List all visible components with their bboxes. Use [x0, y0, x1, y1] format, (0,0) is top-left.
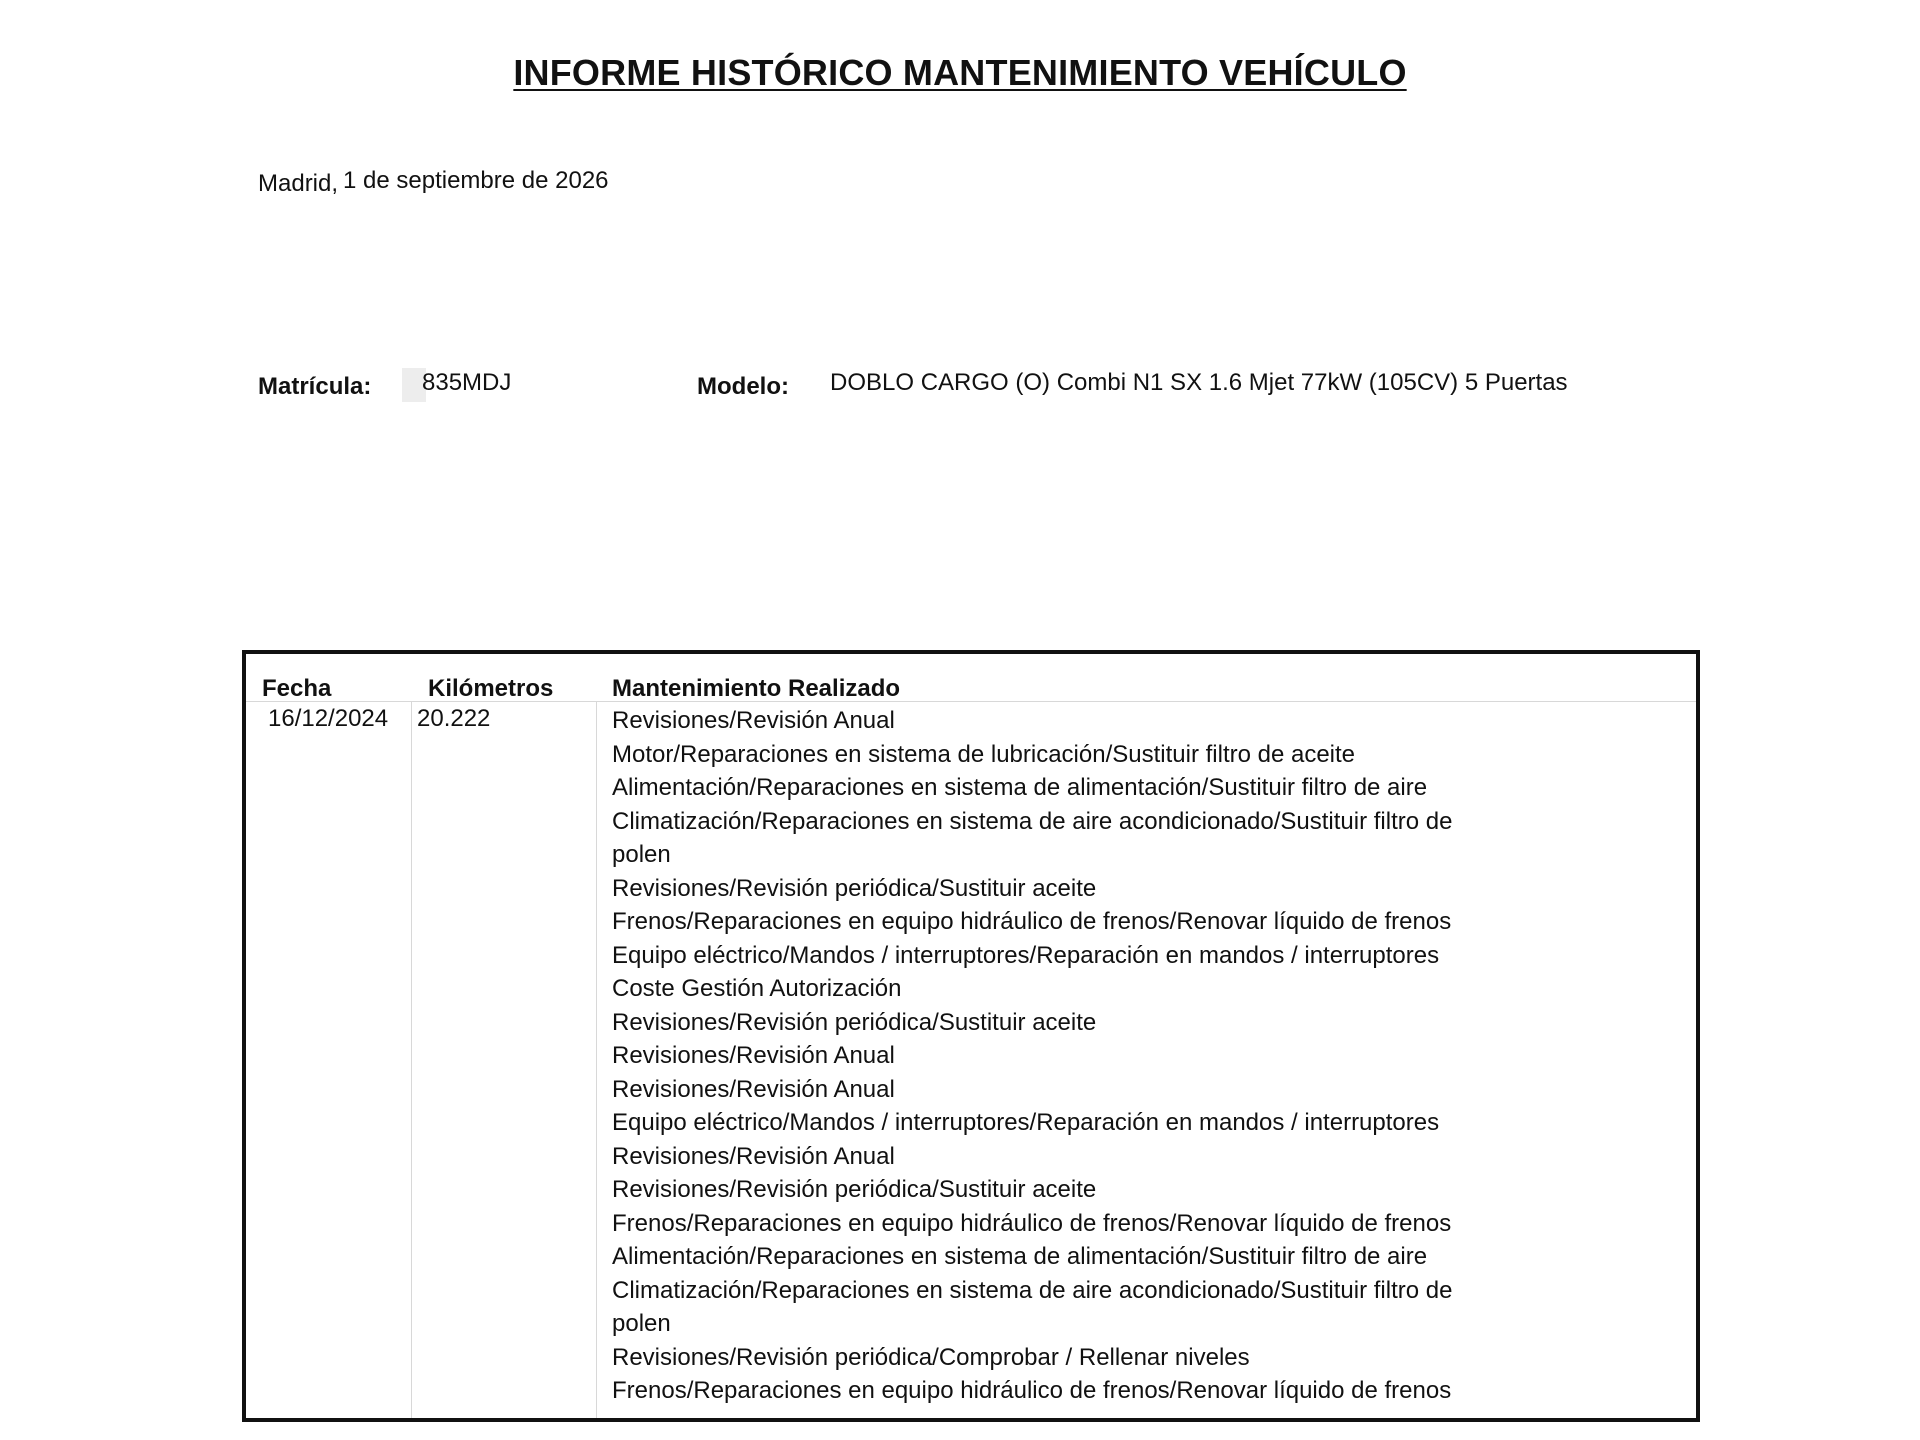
report-title: INFORME HISTÓRICO MANTENIMIENTO VEHÍCULO [513, 52, 1407, 93]
column-divider-km [411, 701, 412, 1418]
header-maintenance: Mantenimiento Realizado [612, 675, 901, 702]
maintenance-item: Frenos/Reparaciones en equipo hidráulico de frenos/Renovar líquido de frenos [612, 908, 1452, 935]
maintenance-item: Equipo eléctrico/Mandos / interruptores/Reparación en mandos / interruptores [612, 1109, 1440, 1136]
plate-label: Matrícula: [258, 373, 372, 400]
maintenance-item: Alimentación/Reparaciones en sistema de alimentación/Sustituir filtro de aire [612, 1243, 1428, 1270]
maintenance-item: Frenos/Reparaciones en equipo hidráulico de frenos/Renovar líquido de frenos [612, 1209, 1452, 1237]
report-date: 1 de septiembre de 2026 [343, 167, 609, 194]
maintenance-item: Revisiones/Revisión periódica/Sustituir aceite [612, 1008, 1097, 1036]
maintenance-item: Motor/Reparaciones en sistema de lubricación/Sustituir filtro de aceite [612, 740, 1356, 768]
maintenance-item: Frenos/Reparaciones en equipo hidráulico de frenos/Renovar líquido de frenos [612, 1377, 1452, 1404]
maintenance-item: Climatización/Reparaciones en sistema de aire acondicionado/Sustituir filtro de [612, 807, 1453, 835]
maintenance-list [612, 704, 1512, 1408]
header-km: Kilómetros [428, 675, 554, 702]
maintenance-table [242, 650, 1700, 1422]
maintenance-item: Equipo eléctrico/Mandos / interruptores/Reparación en mandos / interruptores [612, 941, 1440, 969]
maintenance-item: Climatización/Reparaciones en sistema de aire acondicionado/Sustituir filtro de [612, 1276, 1453, 1304]
row-date: 16/12/2024 [268, 705, 389, 732]
maintenance-item: Revisiones/Revisión periódica/Sustituir aceite [612, 874, 1097, 902]
maintenance-item: Revisiones/Revisión Anual [612, 707, 895, 734]
maintenance-item: Revisiones/Revisión Anual [612, 1142, 895, 1170]
maintenance-item: Alimentación/Reparaciones en sistema de alimentación/Sustituir filtro de aire [612, 774, 1428, 801]
maintenance-item: Revisiones/Revisión Anual [612, 1075, 895, 1103]
maintenance-item: polen [612, 841, 671, 868]
maintenance-item: Revisiones/Revisión periódica/Sustituir aceite [612, 1176, 1097, 1203]
maintenance-item: polen [612, 1310, 671, 1337]
maintenance-item: Coste Gestión Autorización [612, 975, 902, 1002]
model-value: DOBLO CARGO (O) Combi N1 SX 1.6 Mjet 77kW (105CV) 5 Puertas [830, 369, 1568, 396]
report-place: Madrid, [258, 170, 339, 197]
plate-value: 835MDJ [422, 369, 512, 396]
maintenance-item: Revisiones/Revisión Anual [612, 1042, 895, 1069]
maintenance-item: Revisiones/Revisión periódica/Comprobar / Rellenar niveles [612, 1343, 1250, 1371]
row-km: 20.222 [417, 705, 491, 732]
model-label: Modelo: [697, 373, 789, 400]
column-divider-maintenance [596, 701, 597, 1418]
header-date: Fecha [262, 675, 332, 702]
